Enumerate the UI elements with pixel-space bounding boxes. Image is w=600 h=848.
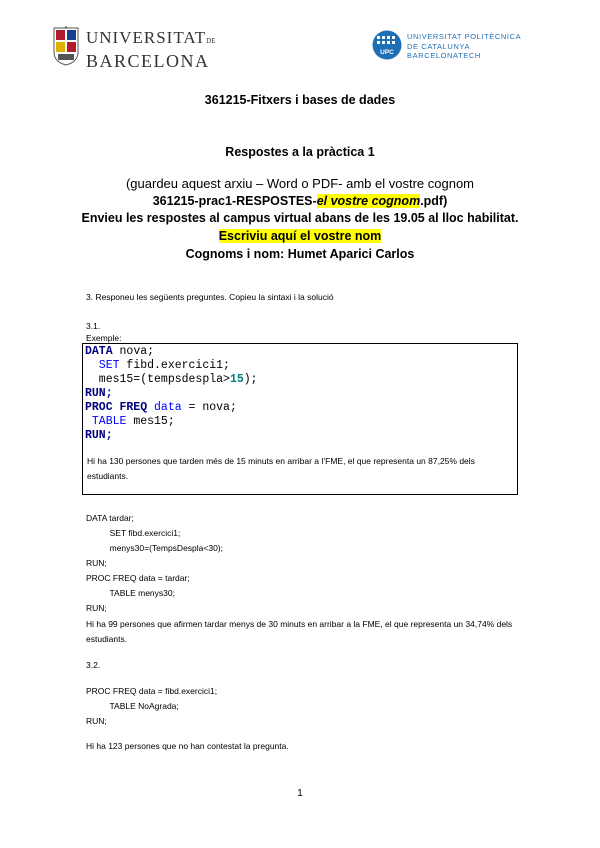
- code-function: data: [147, 401, 182, 414]
- code-keyword: RUN;: [85, 387, 113, 400]
- example-answer: Hi ha 130 persones que tarden més de 15 minuts en arribar a l’FME, el que representa un 87,25% dels estudiants.: [87, 456, 475, 481]
- student-name: Cognoms i nom: Humet Aparici Carlos: [185, 247, 415, 261]
- instruction-filename-highlight: el vostre cognom: [316, 194, 421, 208]
- example-label: Exemple:: [86, 333, 122, 343]
- answer-3-2-code: [86, 684, 217, 729]
- document-subtitle: Respostes a la pràctica 1: [225, 145, 375, 159]
- instruction-line-2: [0, 194, 600, 208]
- code-line: menys30=(TempsDespla<30);: [86, 543, 224, 553]
- page-number: 1: [297, 788, 303, 799]
- code-line: SET fibd.exercici1;: [86, 528, 181, 538]
- code-number: 15: [229, 373, 244, 386]
- instruction-line-3: Envieu les respostes al campus virtual abans de les 19.05 al lloc habilitat.: [81, 211, 519, 225]
- code-line: DATA tardar;: [86, 513, 134, 523]
- question-3-2-label: 3.2.: [86, 660, 101, 670]
- code-line: PROC FREQ data = tardar;: [86, 573, 190, 583]
- code-text: fibd.exercici1;: [119, 359, 230, 372]
- code-function: SET: [85, 359, 120, 372]
- upc-logo-line1: UNIVERSITAT POLITÈCNICA: [407, 32, 522, 41]
- instruction-filename-suffix: .pdf): [420, 194, 448, 208]
- code-line: PROC FREQ data = fibd.exercici1;: [86, 686, 218, 696]
- code-keyword: PROC FREQ: [85, 401, 148, 414]
- example-code: [85, 345, 258, 443]
- code-text: mes15=(tempsdespla>: [85, 373, 230, 386]
- instruction-line-4: [0, 229, 600, 243]
- question-3-1-label: 3.1.: [86, 321, 101, 331]
- code-text: );: [243, 373, 258, 386]
- code-text: = nova;: [181, 401, 237, 414]
- code-text: nova;: [112, 345, 155, 358]
- code-line: RUN;: [86, 558, 107, 568]
- question-3: 3. Responeu les següents preguntes. Copieu la sintaxi i la solució: [86, 292, 334, 302]
- upc-circle-icon: [372, 30, 402, 60]
- code-line: RUN;: [86, 603, 107, 613]
- ub-logo-line2: BARCELONA: [86, 51, 210, 71]
- answer-3-1-result: Hi ha 99 persones que afirmen tardar menys de 30 minuts en arribar a la FME, el que representa un 34,74% dels estudiants.: [86, 619, 513, 644]
- code-line: RUN;: [86, 716, 107, 726]
- write-name-highlight: Escriviu aquí el vostre nom: [218, 229, 382, 243]
- answer-3-1-code: [86, 511, 223, 616]
- universitat-de-barcelona-logo: [52, 26, 216, 71]
- upc-logo-line2: DE CATALUNYA: [407, 41, 471, 51]
- ub-logo-de: DE: [206, 37, 216, 45]
- document-title: 361215-Fitxers i bases de dades: [204, 93, 396, 107]
- answer-3-2-result: Hi ha 123 persones que no han contestat la pregunta.: [86, 741, 289, 751]
- code-text: mes15;: [126, 415, 175, 428]
- upc-mark-text: UPC: [380, 49, 394, 56]
- code-keyword: RUN;: [85, 429, 113, 442]
- code-function: TABLE: [85, 415, 127, 428]
- code-line: TABLE menys30;: [86, 588, 175, 598]
- instruction-filename-prefix: 361215-prac1-RESPOSTES-: [152, 194, 317, 208]
- upc-logo-line3: BARCELONATECH: [407, 51, 481, 60]
- code-line: TABLE NoAgrada;: [86, 701, 179, 711]
- upc-logo: [372, 30, 532, 66]
- instruction-line-1: (guardeu aquest arxiu – Word o PDF- amb el vostre cognom: [125, 176, 475, 191]
- example-box: [82, 343, 518, 495]
- ub-logo-line1: UNIVERSITAT: [86, 28, 207, 47]
- ub-shield-icon: [52, 26, 80, 66]
- code-keyword: DATA: [85, 345, 113, 358]
